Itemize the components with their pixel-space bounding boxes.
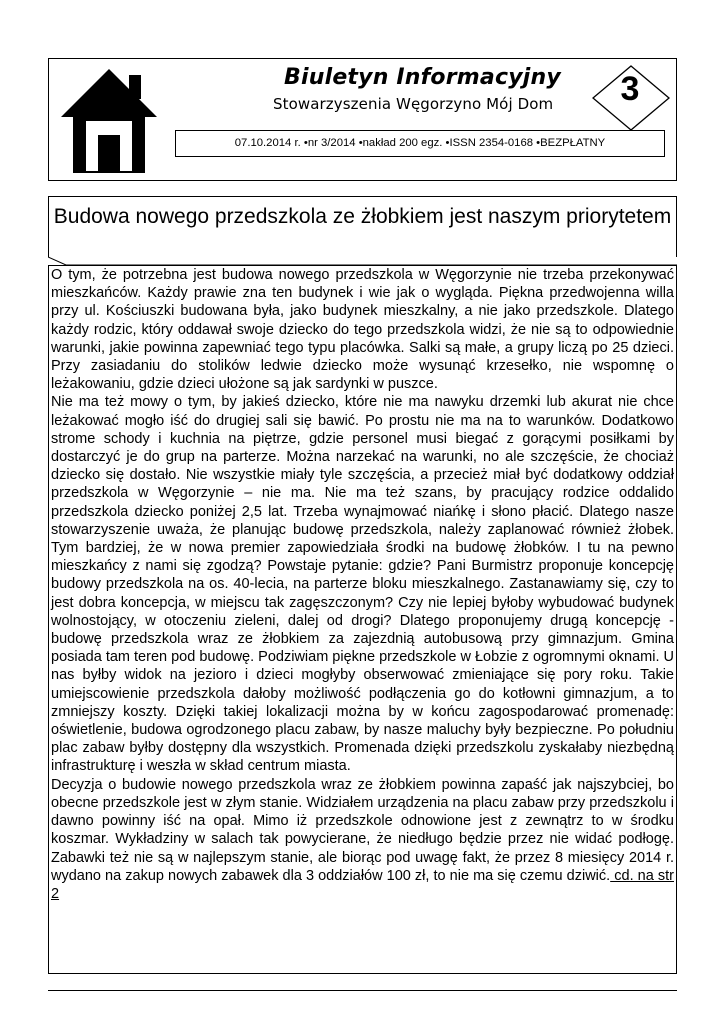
continuation-link[interactable]: cd. na str 2 [51,867,674,902]
article-headline: Budowa nowego przedszkola ze żłobkiem jest naszym priorytetem [48,196,677,257]
article-body [48,265,677,974]
page-divider [48,990,677,991]
bulletin-title: Biuletyn Informacyjny [284,65,561,90]
article-paragraph: O tym, że potrzebna jest budowa nowego przedszkola w Węgorzynie nie trzeba przekonywać mieszkańców. Każdy prawie zna ten budynek i wie jak o wygląda. Piękna przedwojenna willa przy ul. Kościuszki budowana była, jako budynek mieszkalny, a nie jako przedszkole. Dlatego każdy rodzic, który oddawał swoje dziecko do tego przedszkola widzi, że nie są to odpowiednie warunki, jakie powinna zapewniać tego typu placówka. Salki są małe, a grupy liczą po 25 dzieci. Przy zasiadaniu do stolików ledwie dziecko może wysunąć krzesełko, nie wspomnę o leżakowaniu, gdzie dzieci ułożone są jak sardynki w puszce. [51,267,674,393]
article-paragraph [51,776,674,903]
house-icon [59,65,159,182]
bulletin-subtitle: Stowarzyszenia Węgorzyno Mój Dom [273,95,554,113]
masthead [48,58,677,181]
article-paragraph-text: Decyzja o budowie nowego przedszkola wraz ze żłobkiem powinna zapaść jak najszybciej, bo obecne przedszkole jest w złym stanie. Widziałem urządzenia na placu zabaw przy przedszkolu i dawno powinny iść na opał. Mimo iż przedszkole odnowione jest z zewnątrz to w środku koszmar. Wykładziny w salach tak powycierane, że niedługo będzie przez nie widać podłogę. Zabawki też nie są w najlepszym stanie, ale biorąc pod uwagę fakt, że przez 8 miesięcy 2014 r. wydano na zakup nowych zabawek dla 3 oddziałów 100 zł, to nie ma się czemu dziwić. [51,776,674,884]
issue-number: 3 [620,70,640,108]
article-paragraph: Nie ma też mowy o tym, by jakieś dziecko, które nie ma nawyku drzemki lub akurat nie chce leżakować mogło iść do drugiej sali się bawić. Po prostu nie ma na to warunków. Dodatkowo strome schody i kuchnia na piętrze, gdzie personel musi biegać z gorącymi posiłkami by dostarczyć je do grup na parterze. Można narzekać na warunki, no ale szczęście, że chociaż dziecko się dostało. Nie wszystkie miały tyle szczęścia, a przecież miał być dodatkowy oddział przedszkola w Węgorzynie – nie ma. Nie ma też szans, by pracujący rodzice oddalido przedszkola dziecko poniżej 2,5 lat. Trzeba wynajmować niańkę i słono płacić. Dlatego nasze stowarzyszenie uważa, że planując budowę przedszkola, należy zaplanować również żłobek. Tym bardziej, że w nowa premier zapowiedziała środki na budowę żłobków. I tu na pewno mieszkańcy z nami się zgodzą? Powstaje pytanie: gdzie? Pani Burmistrz proponuje koncepcję budowy przedszkola na os. 40-lecia, na parterze bloku mieszkalnego. Zastanawiamy się, czy to jest dobra koncepcja, w miejscu tak zagęszczonym? Czy nie lepiej byłoby wybudować budynek wolnostojący, w otoczeniu zieleni, dalej od drogi? Dlatego proponujemy drugą koncepcję - budowę przedszkola wraz ze żłobkiem za zajezdnią autobusową przy gimnazjum. Gmina posiada tam teren pod budowę. Podziwiam piękne przedszkole w Łobzie z ogromnymi oknami. U nas byłby widok na jezioro i dzieci mogłyby obserwować zmieniające się pory roku. Takie umiejscowienie przedszkola dałoby możliwość podłączenia go do kotłowni gimnazjum, a to zmniejszy koszty. Dzięki takiej lokalizacji można by w końcu zagospodarować promenadę: oświetlenie, budowa ogrodzonego placu zabaw, by nasze maluchy były bezpieczne. Po południu plac zabaw byłby dostępny dla wszystkich. Promenada dzięki przedszkolu zyskałaby niezbędną infrastrukturę i weszła w skład centrum miasta. [51,394,675,775]
publication-meta: 07.10.2014 r. •nr 3/2014 •nakład 200 egz. •ISSN 2354-0168 •BEZPŁATNY [175,130,665,157]
